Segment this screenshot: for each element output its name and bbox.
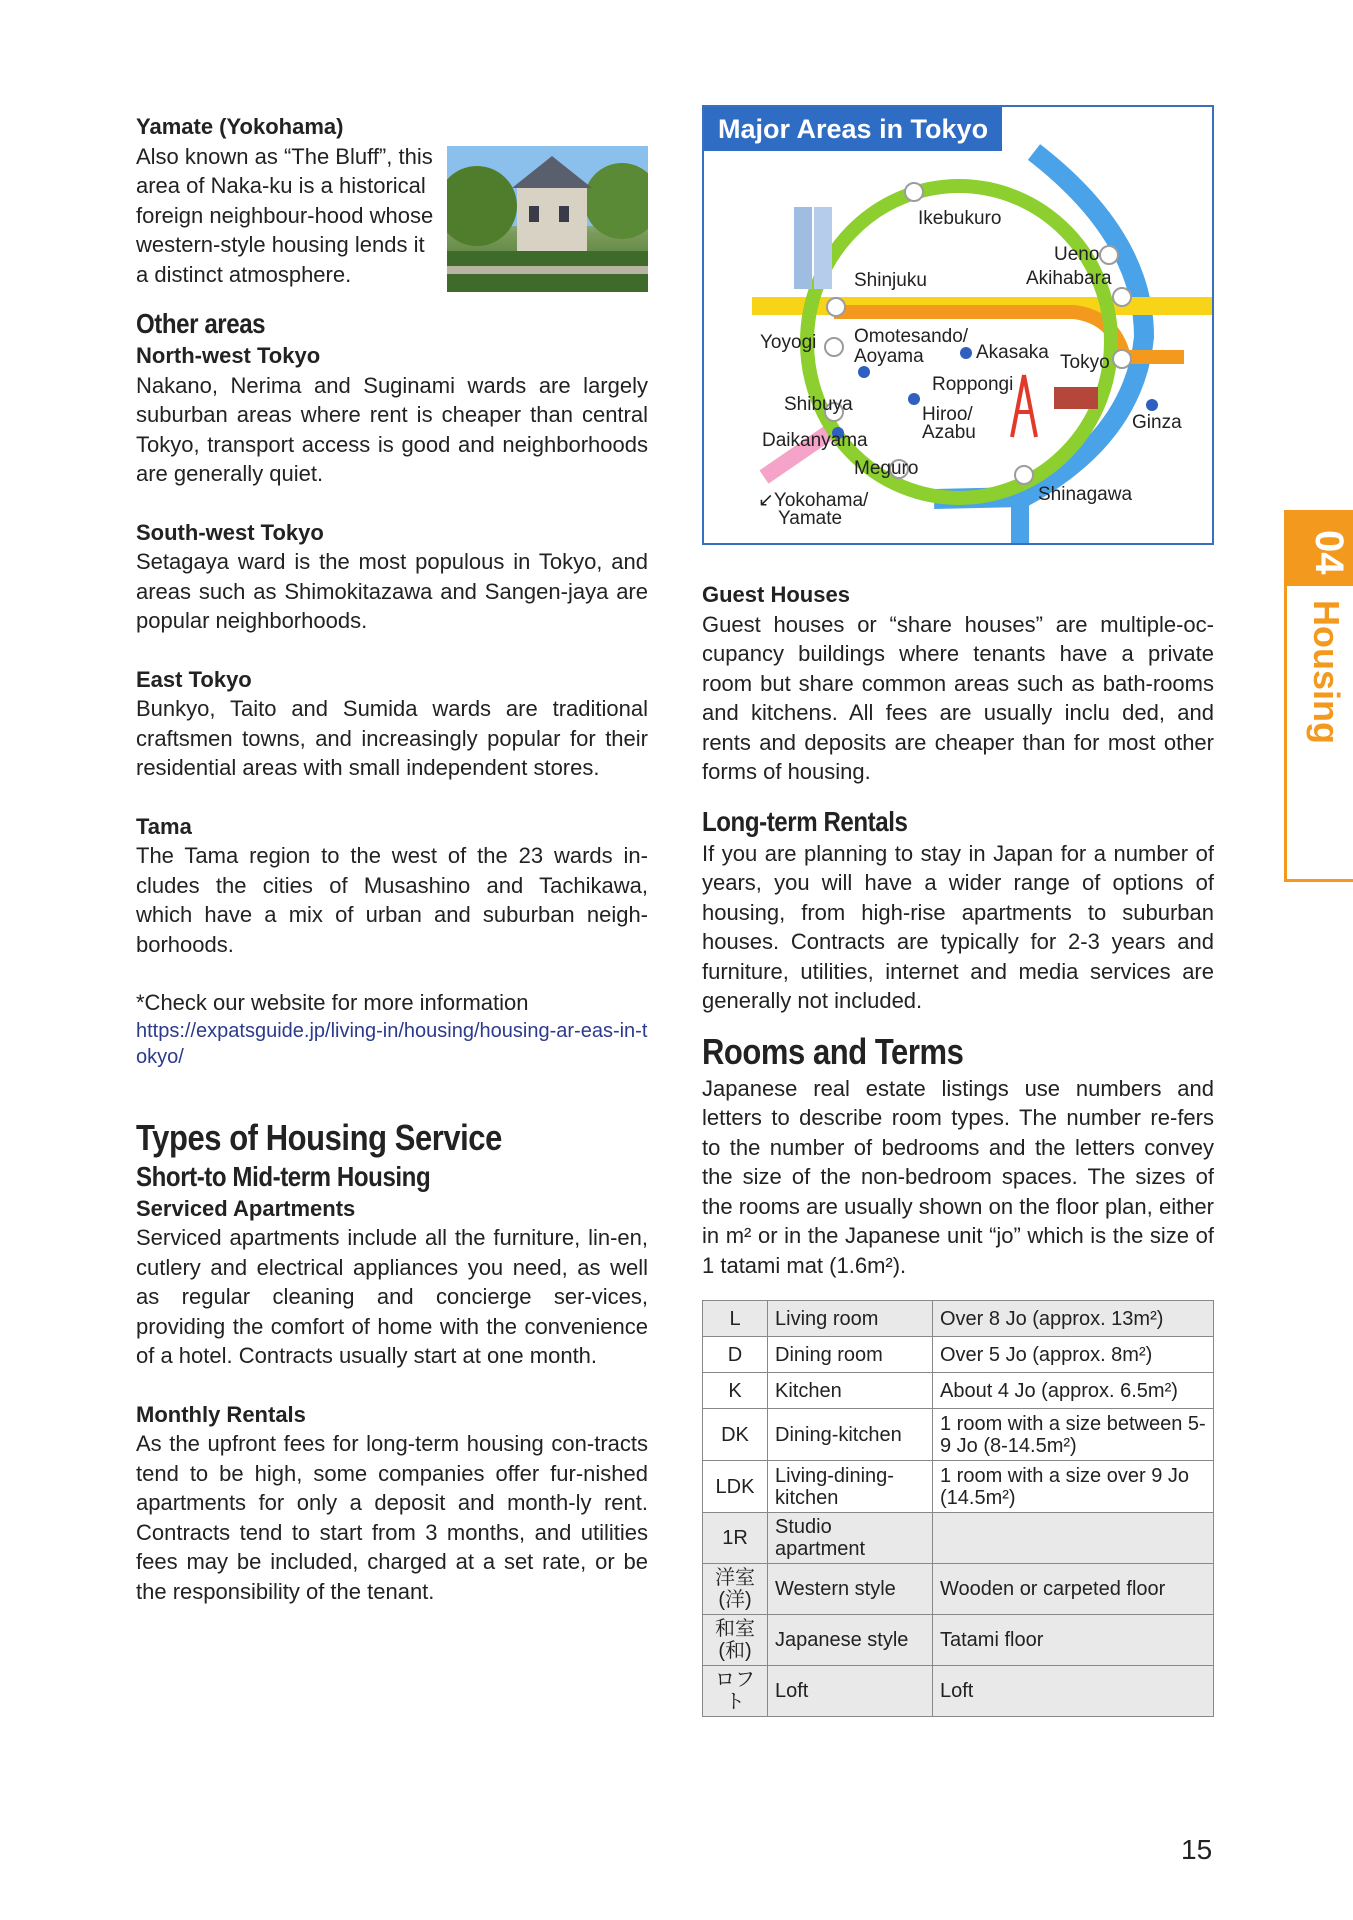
- table-cell-code: 洋室(洋): [703, 1564, 768, 1615]
- table-cell-size: Over 8 Jo (approx. 13m²): [933, 1301, 1214, 1337]
- table-cell-code: DK: [703, 1409, 768, 1461]
- map-label-aoyama: Aoyama: [854, 346, 924, 367]
- serviced-text: Serviced apartments include all the furniture, lin-en, cutlery and electrical appliances you need, as well as regular cleaning and concierge ser-vices, providing the comfort of home with the convenience of a hotel. Contracts usually start at one month.: [136, 1225, 648, 1368]
- table-row: [703, 1513, 1214, 1564]
- table-cell-name: Western style: [768, 1564, 933, 1615]
- table-cell-name: Studio apartment: [768, 1513, 933, 1564]
- map-label-shibuya: Shibuya: [784, 394, 853, 415]
- table-cell-name: Living room: [768, 1301, 933, 1337]
- long-term-text: If you are planning to stay in Japan for a number of years, you will have a wider range of options of housing, from high-rise apartments to suburban houses. Contracts are typically for 2-3 years and furniture, utilities, internet and media services are generally not included.: [702, 840, 1214, 1013]
- tama-text: The Tama region to the west of the 23 wards in-cludes the cities of Musashino and Tachikawa, which have a mix of urban and suburban neigh-borhoods.: [136, 843, 648, 957]
- table-cell-size: [933, 1513, 1214, 1564]
- types-heading: Types of Housing Service: [136, 1116, 502, 1158]
- yamate-title: Yamate (Yokohama): [136, 114, 344, 139]
- chapter-label: Housing: [1306, 600, 1347, 744]
- chapter-side-tab: [1284, 510, 1353, 882]
- east-title: East Tokyo: [136, 666, 252, 692]
- table-cell-size: About 4 Jo (approx. 6.5m²): [933, 1373, 1214, 1409]
- table-cell-name: Japanese style: [768, 1615, 933, 1666]
- map-label-ueno: Ueno: [1054, 244, 1100, 265]
- south-west-title: South-west Tokyo: [136, 519, 324, 545]
- tama-title: Tama: [136, 813, 192, 839]
- table-cell-name: Dining room: [768, 1337, 933, 1373]
- map-label-yokohama: ↙Yokohama/: [758, 490, 869, 511]
- east-text: Bunkyo, Taito and Sumida wards are traditional craftsmen towns, and increasingly popular for their residential areas with small independent stores.: [136, 696, 648, 780]
- map-label-roppongi: Roppongi: [932, 374, 1014, 395]
- table-cell-code: LDK: [703, 1461, 768, 1513]
- map-label-omotesando: Omotesando/: [854, 326, 969, 347]
- map-label-tokyo: Tokyo: [1060, 352, 1110, 373]
- other-areas-heading: Other areas: [136, 308, 266, 339]
- map-label-ginza: Ginza: [1132, 412, 1182, 433]
- table-cell-name: Kitchen: [768, 1373, 933, 1409]
- table-row: [703, 1615, 1214, 1666]
- table-cell-code: L: [703, 1301, 768, 1337]
- chapter-number: 04: [1307, 530, 1351, 575]
- table-cell-size: 1 room with a size over 9 Jo (14.5m²): [933, 1461, 1214, 1513]
- table-cell-size: Loft: [933, 1666, 1214, 1717]
- table-row: [703, 1337, 1214, 1373]
- yamate-house-photo: [447, 146, 648, 292]
- north-west-title: North-west Tokyo: [136, 343, 321, 368]
- north-west-text: Nakano, Nerima and Suginami wards are largely suburban areas where rent is cheaper than central Tokyo, transport access is good and neighborhoods are generally quiet.: [136, 372, 648, 486]
- map-label-meguro: Meguro: [854, 458, 919, 479]
- map-label-akihabara: Akihabara: [1026, 268, 1112, 289]
- table-cell-size: Wooden or carpeted floor: [933, 1564, 1214, 1615]
- guest-houses-title: Guest Houses: [702, 582, 850, 607]
- table-row: [703, 1301, 1214, 1337]
- map-label-daikanyama: Daikanyama: [762, 430, 868, 451]
- monthly-text: As the upfront fees for long-term housing con-tracts tend to be high, some companies offer fur-nished apartments for only a deposit and month-ly rent. Contracts tend to start from 3 months, and utilities fees may be included, charged at a set rate, or be the responsibility of the tenant.: [136, 1431, 648, 1604]
- map-label-ikebukuro: Ikebukuro: [918, 208, 1002, 229]
- table-row: [703, 1564, 1214, 1615]
- table-row: [703, 1461, 1214, 1513]
- yamate-text: Also known as “The Bluff”, this area of Naka-ku is a historical foreign neighbour-hood whose western-style housing lends it a distinct atmosphere.: [136, 143, 434, 287]
- housing-areas-link[interactable]: https://expatsguide.jp/living-in/housing/housing-ar-eas-in-tokyo/: [136, 1019, 648, 1068]
- map-label-shinjuku: Shinjuku: [854, 270, 927, 291]
- map-label-yoyogi: Yoyogi: [760, 332, 817, 353]
- table-row: [703, 1373, 1214, 1409]
- table-cell-code: 1R: [703, 1513, 768, 1564]
- long-term-heading: Long-term Rentals: [702, 805, 908, 837]
- table-cell-name: Living-dining-kitchen: [768, 1461, 933, 1513]
- map-label-akasaka: Akasaka: [976, 342, 1049, 363]
- serviced-title: Serviced Apartments: [136, 1195, 356, 1221]
- guest-houses-text: Guest houses or “share houses” are multiple-oc-cupancy buildings where tenants have a private room but share common areas such as bath-rooms and kitchens. All fees are usually inclu ded, and rents and deposits are cheaper than for most other forms of housing.: [702, 611, 1214, 784]
- right-column: [702, 580, 1214, 1280]
- short-term-heading: Short-to Mid-term Housing: [136, 1160, 431, 1192]
- table-cell-name: Loft: [768, 1666, 933, 1717]
- map-title: Major Areas in Tokyo: [704, 107, 1002, 151]
- table-cell-name: Dining-kitchen: [768, 1409, 933, 1461]
- page-number: 15: [1181, 1834, 1213, 1865]
- table-cell-code: ロフト: [703, 1666, 768, 1717]
- table-row: [703, 1666, 1214, 1717]
- tokyo-areas-map: [702, 105, 1214, 545]
- map-label-yamate: Yamate: [778, 508, 843, 529]
- check-website-text: *Check our website for more information: [136, 990, 529, 1015]
- map-label-shinagawa: Shinagawa: [1038, 484, 1133, 505]
- table-cell-size: Over 5 Jo (approx. 8m²): [933, 1337, 1214, 1373]
- table-cell-size: Tatami floor: [933, 1615, 1214, 1666]
- rooms-terms-heading: Rooms and Terms: [702, 1030, 964, 1072]
- left-column: [136, 112, 648, 1606]
- table-cell-code: 和室(和): [703, 1615, 768, 1666]
- map-label-hiroo: Hiroo/: [922, 404, 973, 425]
- table-cell-code: K: [703, 1373, 768, 1409]
- table-cell-code: D: [703, 1337, 768, 1373]
- rooms-terms-text: Japanese real estate listings use numbers and letters to describe room types. The number re-fers to the number of bedrooms and the letters convey the size of the non-bedroom spaces. The sizes of the rooms are usually shown on the floor plan, either in m² or in the Japanese unit “jo” which is the size of 1 tatami mat (1.6m²).: [702, 1075, 1214, 1278]
- map-label-azabu: Azabu: [922, 422, 976, 443]
- monthly-title: Monthly Rentals: [136, 1401, 306, 1427]
- room-terms-table: [702, 1300, 1214, 1717]
- table-cell-size: 1 room with a size between 5-9 Jo (8-14.5m²): [933, 1409, 1214, 1461]
- south-west-text: Setagaya ward is the most populous in Tokyo, and areas such as Shimokitazawa and Sangen-jaya are popular neighborhoods.: [136, 549, 648, 633]
- table-row: [703, 1409, 1214, 1461]
